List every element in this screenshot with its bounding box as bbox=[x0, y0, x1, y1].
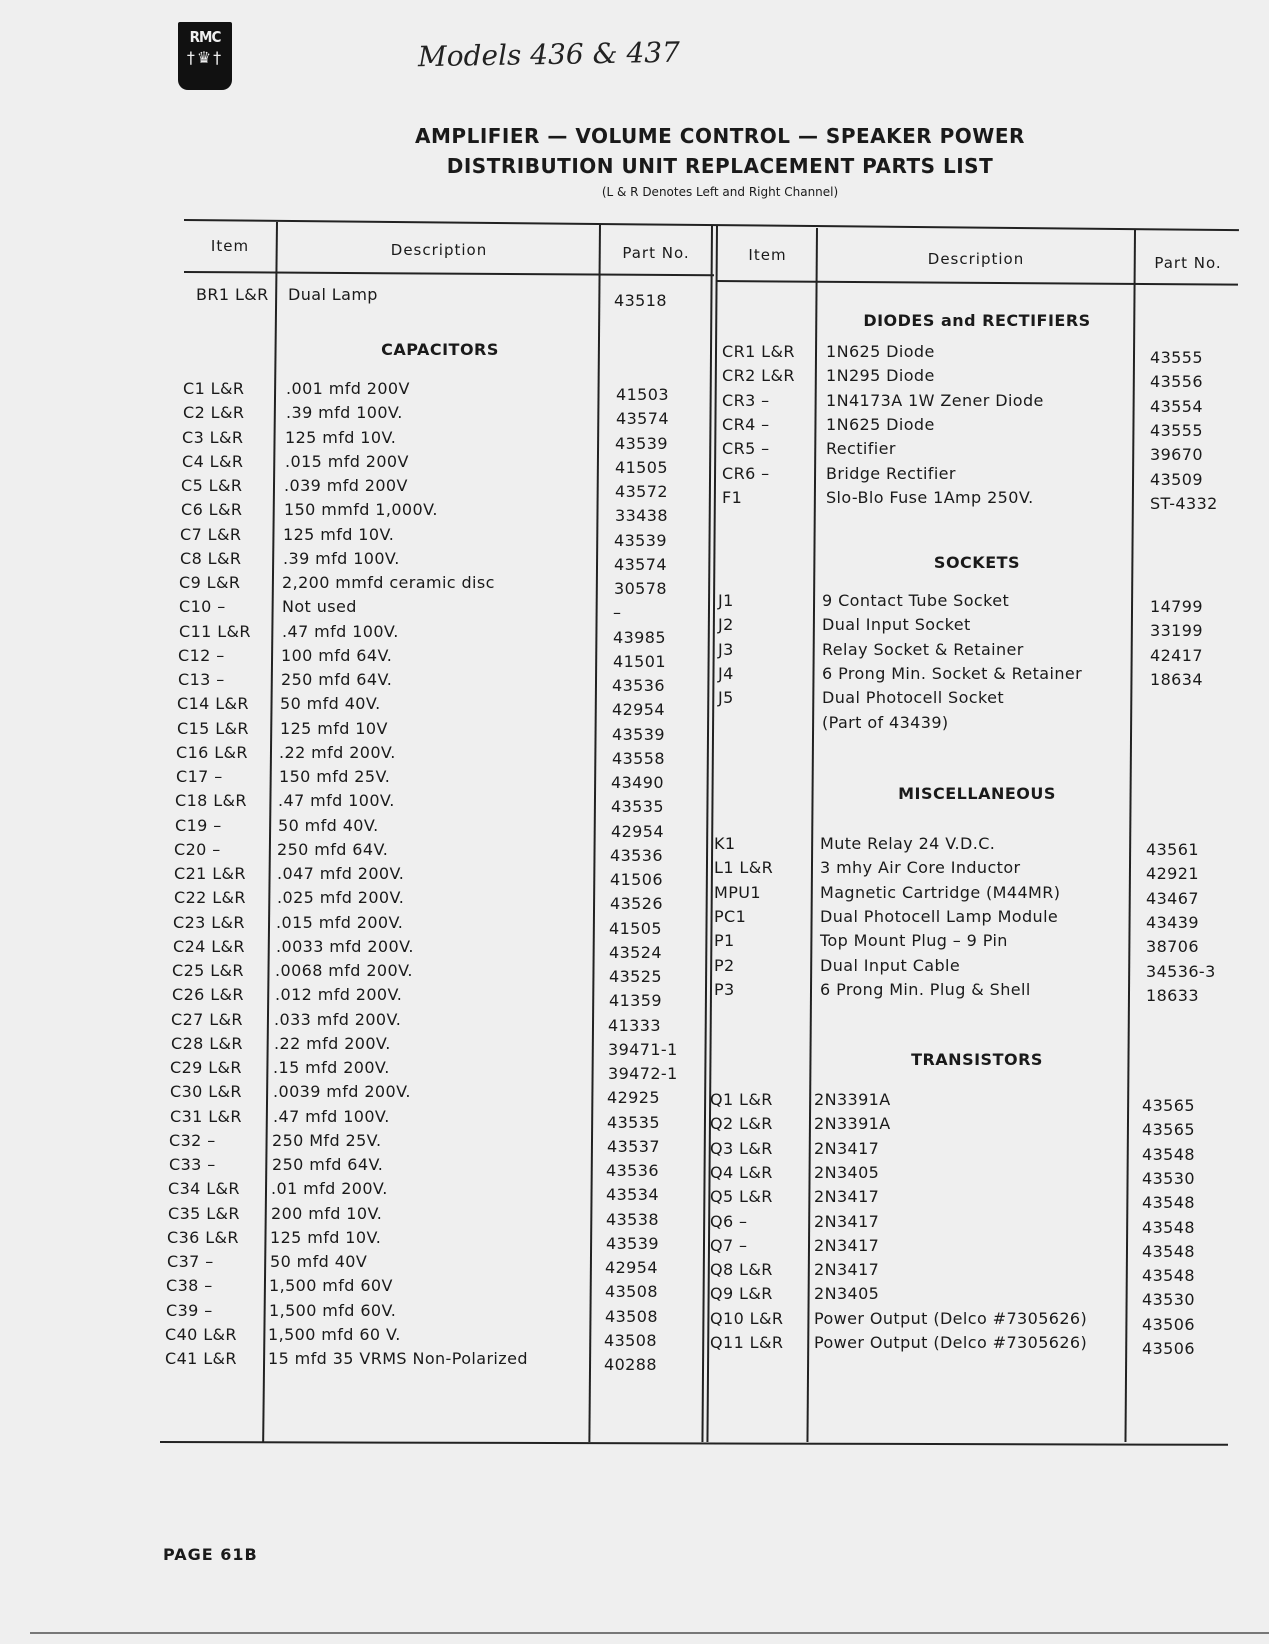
section-miscellaneous: MISCELLANEOUS bbox=[898, 784, 1056, 803]
description-cell: .15 mfd 200V. bbox=[273, 1058, 390, 1077]
item-cell: C16 L&R bbox=[176, 742, 248, 762]
item-cell: J2 bbox=[718, 615, 734, 635]
header-item-right: Item bbox=[748, 246, 787, 264]
part-number-cell: 39472-1 bbox=[608, 1064, 678, 1083]
description-cell: 1,500 mfd 60 V. bbox=[268, 1324, 401, 1344]
part-number-cell: 43555 bbox=[1150, 420, 1203, 440]
item-cell: C11 L&R bbox=[179, 621, 251, 641]
item-cell: J5 bbox=[718, 688, 734, 708]
description-cell: Dual Input Cable bbox=[820, 955, 961, 975]
section-sockets: SOCKETS bbox=[933, 553, 1021, 572]
item-cell: MPU1 bbox=[714, 882, 761, 902]
description-cell: .001 mfd 200V bbox=[286, 379, 410, 398]
logo-text: RMC bbox=[189, 28, 221, 46]
item-cell: C23 L&R bbox=[173, 912, 245, 932]
table-bottom-rule bbox=[160, 1441, 1228, 1446]
part-number-cell: 43539 bbox=[615, 433, 668, 453]
part-number-cell: 43530 bbox=[1142, 1290, 1195, 1310]
part-number-cell: 39670 bbox=[1150, 445, 1203, 465]
description-cell: Not used bbox=[282, 597, 357, 617]
part-number-cell: 43518 bbox=[614, 291, 667, 310]
item-cell: Q9 L&R bbox=[710, 1284, 773, 1304]
page-bottom-rule bbox=[30, 1632, 1269, 1634]
description-cell: Power Output (Delco #7305626) bbox=[814, 1333, 1088, 1352]
item-cell: Q11 L&R bbox=[710, 1333, 784, 1352]
item-cell: C15 L&R bbox=[177, 718, 249, 738]
part-number-cell: 43439 bbox=[1146, 912, 1199, 932]
description-cell: 2N3417 bbox=[814, 1211, 880, 1231]
header-description-left: Description bbox=[390, 241, 488, 259]
description-cell: 9 Contact Tube Socket bbox=[822, 591, 1010, 610]
part-number-cell: 43530 bbox=[1142, 1168, 1195, 1188]
description-cell: 3 mhy Air Core Inductor bbox=[820, 858, 1021, 878]
part-number-cell: 43467 bbox=[1146, 888, 1199, 908]
part-number-cell: 43535 bbox=[607, 1112, 660, 1132]
description-cell: 50 mfd 40V. bbox=[278, 815, 379, 835]
part-number-cell: 43548 bbox=[1142, 1193, 1195, 1213]
section-diodes-rectifiers: DIODES and RECTIFIERS bbox=[863, 311, 1091, 330]
item-cell: Q7 – bbox=[710, 1235, 748, 1255]
item-cell: P1 bbox=[714, 931, 735, 951]
item-cell: Q1 L&R bbox=[710, 1090, 773, 1109]
description-cell: .033 mfd 200V. bbox=[274, 1009, 402, 1029]
description-cell: .015 mfd 200V. bbox=[276, 912, 404, 932]
part-number-cell: 43556 bbox=[1150, 372, 1203, 392]
item-cell: C9 L&R bbox=[179, 573, 241, 592]
section-transistors: TRANSISTORS bbox=[911, 1050, 1043, 1069]
rmc-logo bbox=[178, 22, 232, 90]
title-line-2: DISTRIBUTION UNIT REPLACEMENT PARTS LIST bbox=[446, 154, 994, 178]
part-number-cell: 41505 bbox=[615, 457, 668, 477]
description-cell: Dual Input Socket bbox=[822, 615, 971, 635]
part-number-cell: 30578 bbox=[614, 579, 667, 598]
description-cell: .39 mfd 100V. bbox=[286, 403, 403, 423]
page-number: PAGE 61B bbox=[163, 1545, 258, 1564]
part-number-cell: 42954 bbox=[611, 821, 664, 841]
description-cell: 250 mfd 64V. bbox=[277, 839, 389, 859]
item-cell: C14 L&R bbox=[177, 694, 249, 714]
description-cell: 1,500 mfd 60V. bbox=[269, 1300, 397, 1320]
description-cell: .039 mfd 200V bbox=[284, 476, 408, 495]
item-cell: BR1 L&R bbox=[196, 285, 269, 304]
header-description-right: Description bbox=[927, 250, 1025, 268]
description-cell: 1N625 Diode bbox=[826, 342, 935, 361]
description-cell: Magnetic Cartridge (M44MR) bbox=[820, 882, 1061, 902]
part-number-cell: 43537 bbox=[607, 1136, 660, 1156]
part-number-cell: 43526 bbox=[610, 894, 663, 914]
description-cell: 1,500 mfd 60V bbox=[269, 1276, 393, 1296]
description-cell: .012 mfd 200V. bbox=[275, 985, 403, 1005]
item-cell: C30 L&R bbox=[170, 1082, 242, 1102]
item-cell: C19 – bbox=[175, 815, 222, 835]
item-cell: C26 L&R bbox=[172, 985, 244, 1005]
item-cell: J3 bbox=[718, 639, 734, 659]
description-cell: Power Output (Delco #7305626) bbox=[814, 1308, 1088, 1328]
part-number-cell: 43508 bbox=[604, 1330, 657, 1350]
description-cell: 2N3417 bbox=[814, 1187, 880, 1207]
description-cell: 125 mfd 10V. bbox=[285, 427, 397, 447]
description-cell: 6 Prong Min. Plug & Shell bbox=[820, 979, 1031, 999]
part-number-cell: 43538 bbox=[606, 1209, 659, 1229]
part-number-cell: 43565 bbox=[1142, 1096, 1195, 1115]
part-number-cell: 43539 bbox=[614, 530, 667, 550]
header-rule-left bbox=[184, 271, 714, 276]
item-cell: C33 – bbox=[169, 1155, 216, 1174]
part-number-cell: 43506 bbox=[1142, 1339, 1195, 1358]
part-number-cell: 40288 bbox=[604, 1355, 657, 1374]
item-cell: C6 L&R bbox=[181, 500, 243, 520]
item-cell: C22 L&R bbox=[174, 888, 246, 908]
item-cell: C13 – bbox=[178, 670, 225, 689]
part-number-cell: 14799 bbox=[1150, 597, 1203, 616]
header-rule-right bbox=[716, 280, 1238, 286]
description-cell: 2N3417 bbox=[814, 1260, 880, 1280]
description-cell: 250 mfd 64V. bbox=[281, 670, 393, 689]
item-cell: C21 L&R bbox=[174, 864, 246, 883]
description-cell: 15 mfd 35 VRMS Non-Polarized bbox=[268, 1349, 528, 1368]
description-cell: 150 mfd 25V. bbox=[279, 767, 391, 786]
item-cell: C38 – bbox=[166, 1276, 213, 1296]
item-cell: C8 L&R bbox=[180, 548, 242, 568]
item-cell: C18 L&R bbox=[175, 791, 247, 811]
item-cell: C28 L&R bbox=[171, 1033, 243, 1053]
part-number-cell: 43509 bbox=[1150, 469, 1203, 489]
description-cell: .0039 mfd 200V. bbox=[273, 1082, 411, 1102]
description-cell: 250 Mfd 25V. bbox=[272, 1130, 382, 1150]
col-divider-right-2 bbox=[1124, 230, 1136, 1442]
description-cell: 250 mfd 64V. bbox=[272, 1155, 384, 1174]
item-cell: C3 L&R bbox=[182, 427, 244, 447]
item-cell: C36 L&R bbox=[167, 1227, 239, 1247]
part-number-cell: 43574 bbox=[616, 409, 669, 429]
item-cell: J4 bbox=[718, 663, 734, 683]
item-cell: C5 L&R bbox=[181, 476, 243, 495]
item-cell: C34 L&R bbox=[168, 1179, 240, 1199]
description-cell: 1N295 Diode bbox=[826, 366, 935, 386]
item-cell: P3 bbox=[714, 979, 735, 999]
part-number-cell: 43524 bbox=[609, 942, 662, 962]
item-cell: C12 – bbox=[178, 645, 225, 665]
part-number-cell: 43572 bbox=[615, 482, 668, 501]
part-number-cell: 18633 bbox=[1146, 985, 1199, 1005]
description-cell: 1N4173A 1W Zener Diode bbox=[826, 390, 1044, 410]
item-cell: Q8 L&R bbox=[710, 1260, 773, 1280]
item-cell: CR1 L&R bbox=[722, 342, 795, 361]
handwritten-model-note: Models 436 & 437 bbox=[417, 35, 681, 74]
description-cell: 50 mfd 40V. bbox=[280, 694, 381, 714]
part-number-cell: 43506 bbox=[1142, 1314, 1195, 1334]
description-cell: 2N3391A bbox=[814, 1114, 891, 1134]
item-cell: Q4 L&R bbox=[710, 1162, 773, 1182]
description-cell: 1N625 Diode bbox=[826, 414, 935, 434]
description-cell: .22 mfd 200V. bbox=[274, 1033, 391, 1053]
description-cell: 100 mfd 64V. bbox=[281, 645, 393, 665]
description-cell: 2N3405 bbox=[814, 1162, 880, 1182]
part-number-cell: 43574 bbox=[614, 554, 667, 574]
description-cell: Dual Photocell Socket bbox=[822, 688, 1005, 708]
part-number-cell: 42954 bbox=[612, 700, 665, 720]
part-number-cell: 43534 bbox=[606, 1185, 659, 1205]
item-cell: C41 L&R bbox=[165, 1349, 237, 1368]
part-number-cell: 41503 bbox=[616, 385, 669, 404]
description-cell: .047 mfd 200V. bbox=[277, 864, 405, 883]
item-cell: C2 L&R bbox=[183, 403, 245, 423]
description-cell: .47 mfd 100V. bbox=[282, 621, 399, 641]
col-divider-left-2 bbox=[588, 224, 601, 1442]
description-cell: 125 mfd 10V bbox=[280, 718, 388, 738]
item-cell: Q3 L&R bbox=[710, 1138, 773, 1158]
part-number-cell: 43536 bbox=[606, 1161, 659, 1180]
item-cell: C32 – bbox=[169, 1130, 216, 1150]
part-number-cell: 34536-3 bbox=[1146, 961, 1216, 981]
item-cell: CR5 – bbox=[722, 439, 770, 459]
item-cell: C4 L&R bbox=[182, 451, 244, 471]
description-cell: .015 mfd 200V bbox=[285, 451, 409, 471]
part-number-cell: 43548 bbox=[1142, 1241, 1195, 1261]
description-cell: 50 mfd 40V bbox=[270, 1252, 368, 1271]
part-number-cell: 41506 bbox=[610, 870, 663, 889]
description-cell: Relay Socket & Retainer bbox=[822, 639, 1024, 659]
part-number-cell: 43525 bbox=[609, 967, 662, 986]
description-cell: Slo-Blo Fuse 1Amp 250V. bbox=[826, 487, 1034, 507]
part-number-cell: 43554 bbox=[1150, 396, 1203, 416]
title-line-1: AMPLIFIER — VOLUME CONTROL — SPEAKER POWER bbox=[415, 124, 1025, 148]
item-cell: Q6 – bbox=[710, 1211, 748, 1231]
part-number-cell: 41501 bbox=[613, 651, 666, 671]
item-cell: C39 – bbox=[166, 1300, 213, 1320]
part-number-cell: 43536 bbox=[612, 676, 665, 695]
item-cell: Q5 L&R bbox=[710, 1187, 773, 1207]
item-cell: C7 L&R bbox=[180, 524, 242, 544]
description-cell: .0068 mfd 200V. bbox=[275, 961, 413, 980]
item-cell: CR6 – bbox=[722, 463, 770, 483]
item-cell: J1 bbox=[718, 591, 734, 610]
description-cell: 2N3391A bbox=[814, 1090, 891, 1109]
description-cell: .22 mfd 200V. bbox=[279, 742, 396, 762]
part-number-cell: 43535 bbox=[611, 797, 664, 817]
part-number-cell: 42417 bbox=[1150, 645, 1203, 665]
part-number-cell: 18634 bbox=[1150, 669, 1203, 689]
description-cell: .01 mfd 200V. bbox=[271, 1179, 388, 1199]
part-number-cell: – bbox=[613, 603, 622, 623]
description-cell: Mute Relay 24 V.D.C. bbox=[820, 834, 996, 853]
part-number-cell: 43490 bbox=[611, 773, 664, 792]
part-number-cell: 43539 bbox=[606, 1233, 659, 1253]
description-cell: 2N3417 bbox=[814, 1138, 880, 1158]
part-number-cell: 43536 bbox=[610, 845, 663, 865]
crown-icon: †♛† bbox=[186, 48, 224, 67]
description-cell: 125 mfd 10V. bbox=[270, 1227, 382, 1247]
item-cell: C29 L&R bbox=[170, 1058, 242, 1077]
item-cell: C24 L&R bbox=[173, 936, 245, 956]
part-number-cell: 43548 bbox=[1142, 1144, 1195, 1164]
description-cell: Top Mount Plug – 9 Pin bbox=[820, 931, 1008, 951]
part-number-cell: 43565 bbox=[1142, 1120, 1195, 1140]
description-cell: Bridge Rectifier bbox=[826, 463, 956, 483]
part-number-cell: 42921 bbox=[1146, 864, 1199, 884]
part-number-cell: 43548 bbox=[1142, 1266, 1195, 1286]
description-cell: .0033 mfd 200V. bbox=[276, 936, 414, 956]
description-cell: .47 mfd 100V. bbox=[278, 791, 395, 811]
item-cell: P2 bbox=[714, 955, 735, 975]
description-cell: Dual Photocell Lamp Module bbox=[820, 906, 1059, 926]
item-cell: Q2 L&R bbox=[710, 1114, 773, 1134]
header-partno-left: Part No. bbox=[622, 244, 690, 262]
description-cell: 2,200 mmfd ceramic disc bbox=[282, 573, 495, 592]
item-cell: L1 L&R bbox=[714, 858, 774, 878]
part-number-cell: 42925 bbox=[607, 1088, 660, 1108]
part-number-cell: 41333 bbox=[608, 1015, 661, 1035]
part-number-cell: ST-4332 bbox=[1150, 493, 1218, 513]
part-number-cell: 43555 bbox=[1150, 348, 1203, 367]
part-number-cell: 43548 bbox=[1142, 1217, 1195, 1237]
item-cell: C37 – bbox=[167, 1252, 214, 1271]
part-number-cell: 39471-1 bbox=[608, 1039, 678, 1059]
item-cell: F1 bbox=[722, 487, 743, 507]
part-number-cell: 43561 bbox=[1146, 840, 1199, 859]
item-cell: C17 – bbox=[176, 767, 223, 786]
description-cell: 2N3405 bbox=[814, 1284, 880, 1304]
description-cell: 150 mmfd 1,000V. bbox=[284, 500, 438, 520]
description-cell: Rectifier bbox=[826, 439, 896, 459]
section-capacitors: CAPACITORS bbox=[381, 340, 499, 359]
item-cell: C35 L&R bbox=[168, 1203, 240, 1223]
item-cell: CR3 – bbox=[722, 390, 770, 410]
subtitle: (L & R Denotes Left and Right Channel) bbox=[601, 185, 839, 199]
item-cell: CR4 – bbox=[722, 414, 770, 434]
description-cell: 125 mfd 10V. bbox=[283, 524, 395, 544]
item-cell: C20 – bbox=[174, 839, 221, 859]
item-cell: PC1 bbox=[714, 906, 747, 926]
item-cell: C25 L&R bbox=[172, 961, 244, 980]
item-cell: C27 L&R bbox=[171, 1009, 243, 1029]
item-cell: C10 – bbox=[179, 597, 226, 617]
part-number-cell: 33199 bbox=[1150, 621, 1203, 641]
item-cell: CR2 L&R bbox=[722, 366, 795, 386]
description-cell: 200 mfd 10V. bbox=[271, 1203, 383, 1223]
part-number-cell: 38706 bbox=[1146, 937, 1199, 957]
description-cell: (Part of 43439) bbox=[822, 712, 949, 732]
description-cell: 6 Prong Min. Socket & Retainer bbox=[822, 663, 1083, 683]
header-item-left: Item bbox=[210, 237, 250, 255]
part-number-cell: 43508 bbox=[605, 1282, 658, 1302]
part-number-cell: 41359 bbox=[609, 991, 662, 1011]
description-cell: 2N3417 bbox=[814, 1235, 880, 1255]
item-cell: C31 L&R bbox=[170, 1106, 242, 1126]
item-cell: C1 L&R bbox=[183, 379, 245, 398]
part-number-cell: 43539 bbox=[612, 724, 665, 744]
description-cell: .025 mfd 200V. bbox=[277, 888, 405, 908]
item-cell: K1 bbox=[714, 834, 736, 853]
item-cell: C40 L&R bbox=[165, 1324, 237, 1344]
part-number-cell: 43985 bbox=[613, 627, 666, 647]
description-cell: Dual Lamp bbox=[288, 285, 378, 304]
item-cell: Q10 L&R bbox=[710, 1308, 784, 1328]
description-cell: .39 mfd 100V. bbox=[283, 548, 400, 568]
description-cell: .47 mfd 100V. bbox=[273, 1106, 390, 1126]
part-number-cell: 43508 bbox=[605, 1306, 658, 1326]
part-number-cell: 33438 bbox=[615, 506, 668, 526]
part-number-cell: 41505 bbox=[609, 918, 662, 938]
header-partno-right: Part No. bbox=[1154, 254, 1222, 272]
part-number-cell: 42954 bbox=[605, 1258, 658, 1277]
part-number-cell: 43558 bbox=[612, 748, 665, 768]
